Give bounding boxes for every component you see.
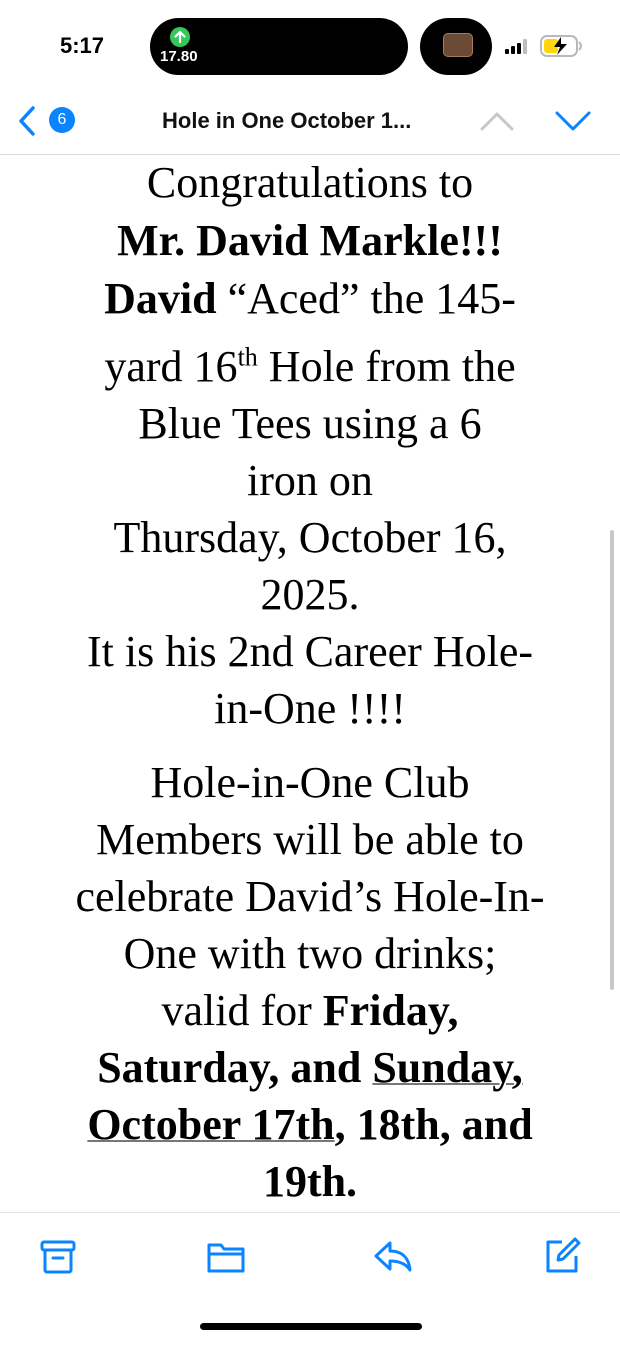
message-text: yard 16 <box>104 342 238 391</box>
status-time: 5:17 <box>60 33 105 58</box>
activity-value: 17.80 <box>160 48 198 65</box>
activity-up-arrow-icon <box>170 27 190 47</box>
message-line: It is his 2nd Career Hole- <box>87 627 533 676</box>
home-indicator[interactable] <box>200 1323 422 1330</box>
message-line: iron on <box>247 456 373 505</box>
reply-icon[interactable] <box>373 1236 413 1276</box>
message-subject: Hole in One October 1... <box>162 108 412 133</box>
bold-date: Saturday, and <box>97 1043 362 1092</box>
message-text: “Aced” the 145- <box>227 274 516 323</box>
message-line: Blue Tees using a 6 <box>138 399 482 448</box>
message-line <box>0 270 620 328</box>
message-body <box>0 154 620 1212</box>
date-link[interactable]: Sunday, <box>372 1043 523 1092</box>
next-message-icon[interactable] <box>555 110 591 132</box>
message-paragraph-1 <box>0 154 620 328</box>
vertical-scrollbar[interactable] <box>610 530 614 990</box>
signal-icon <box>505 38 533 54</box>
archive-icon[interactable] <box>38 1236 78 1276</box>
message-line: Members will be able to <box>96 815 524 864</box>
message-line <box>0 338 620 395</box>
message-line: Congratulations to <box>146 158 474 207</box>
message-line: Thursday, October 16, <box>113 513 507 562</box>
folder-icon[interactable] <box>206 1236 246 1276</box>
bold-date: , 18th, and <box>334 1100 533 1149</box>
message-line <box>0 212 620 270</box>
message-line <box>0 982 620 1039</box>
winner-first-name: David <box>104 274 217 323</box>
superscript-text: th <box>237 342 258 372</box>
date-link[interactable]: October 17th <box>87 1100 335 1149</box>
back-chevron-icon[interactable] <box>14 105 40 137</box>
message-line <box>0 1153 620 1210</box>
activity-thumbnail-icon <box>443 33 473 57</box>
compose-icon[interactable] <box>542 1236 582 1276</box>
message-line: in-One !!!! <box>214 684 406 733</box>
message-line: Hole-in-One Club <box>150 758 470 807</box>
message-text: Hole from the <box>268 342 516 391</box>
bold-date: Friday, <box>322 986 459 1035</box>
message-line <box>0 1039 620 1096</box>
message-line: 2025. <box>260 570 360 619</box>
message-line: celebrate David’s Hole-In- <box>75 872 545 921</box>
winner-name: Mr. David Markle!!! <box>117 216 503 265</box>
unread-count-badge[interactable]: 6 <box>49 107 75 133</box>
message-line: One with two drinks; <box>123 929 497 978</box>
message-nav-bar <box>0 90 620 155</box>
message-paragraph-2 <box>0 338 620 737</box>
message-paragraph-3 <box>0 754 620 1210</box>
bold-date: 19th. <box>262 1157 358 1206</box>
message-line <box>0 1096 620 1153</box>
battery-charging-icon <box>540 35 584 57</box>
status-bar <box>0 0 620 90</box>
previous-message-icon[interactable] <box>480 110 514 132</box>
message-text: valid for <box>161 986 312 1035</box>
